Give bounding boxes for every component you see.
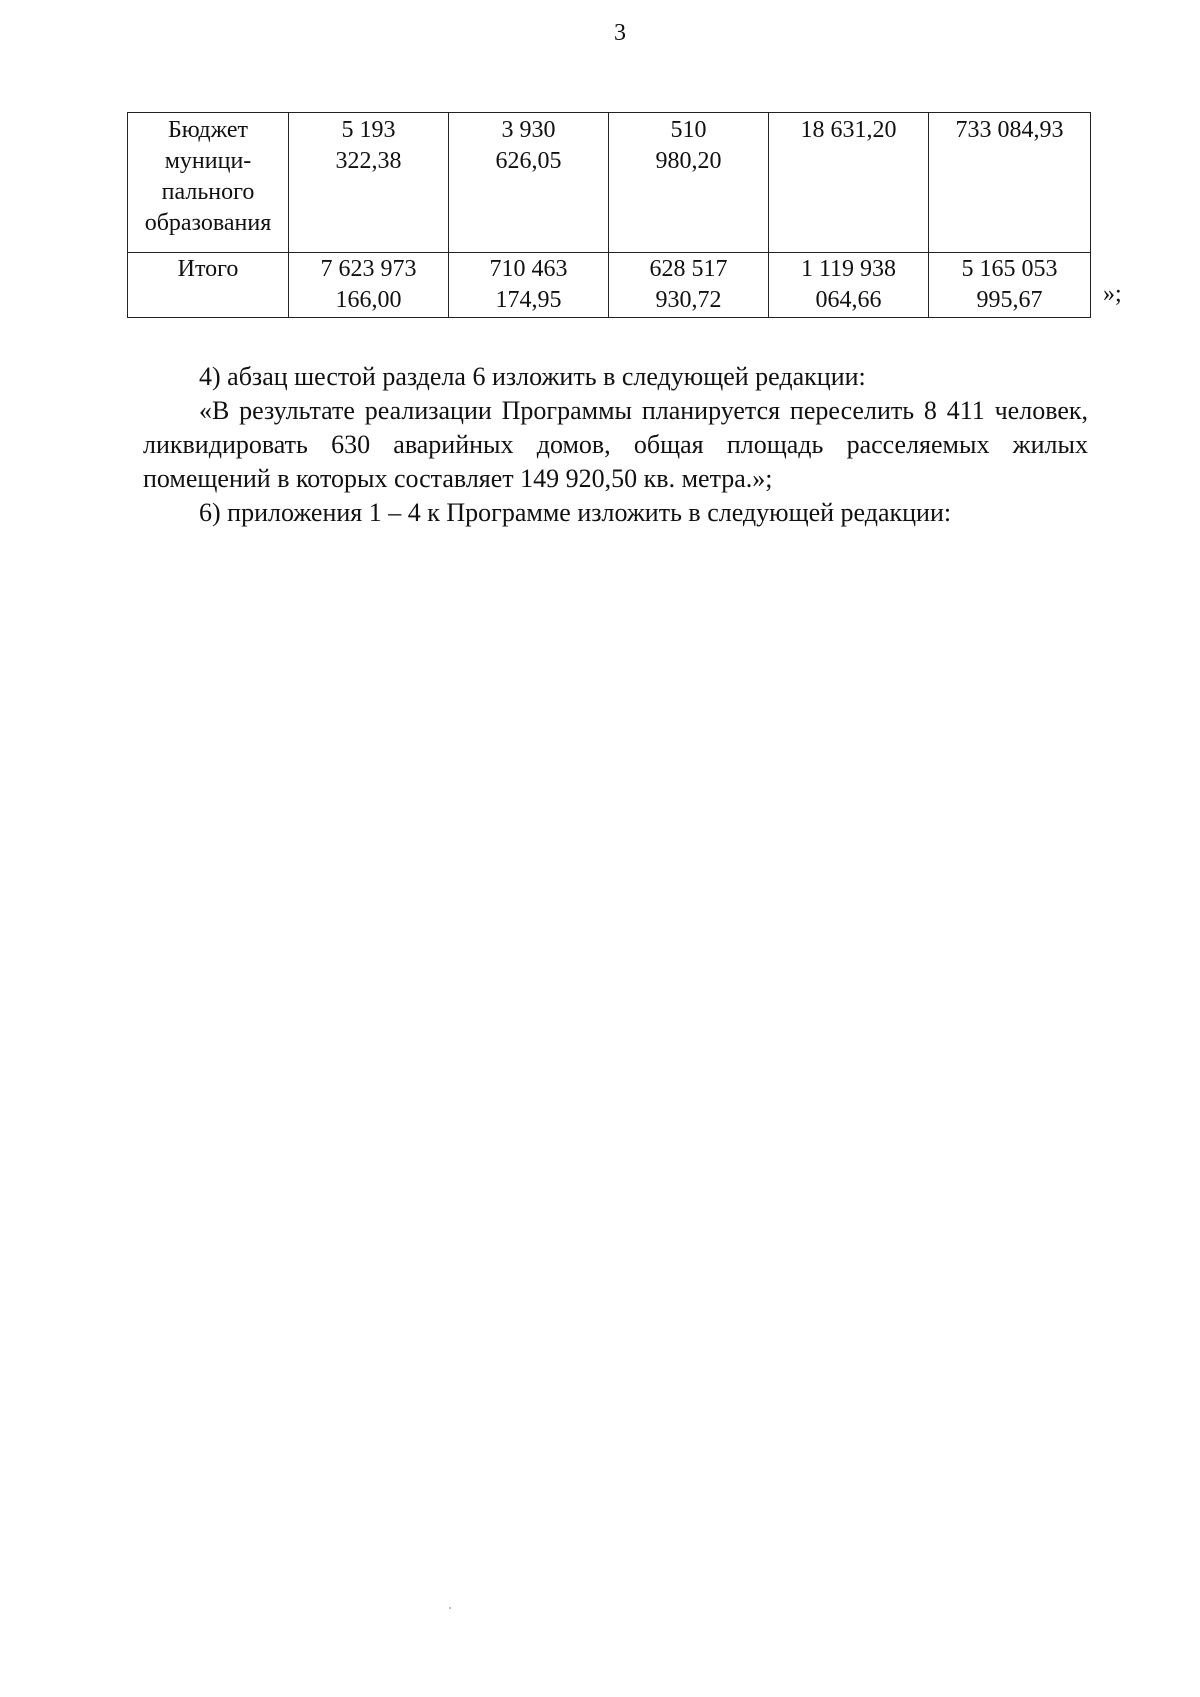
value-line: 166,00 (335, 287, 402, 313)
value-line: 1 119 938 (800, 256, 897, 282)
value-line: 710 463 (489, 256, 568, 282)
value-line: 322,38 (335, 148, 402, 174)
amendment-item-4-quote: «В результате реализации Программы планируется переселить 8 411 человек, ликвидировать 630 аварийных домов, общая площадь расселяемых жилых помещений в которых составляет 149 920,50 кв. метра.»; (143, 396, 1088, 493)
value-cell (449, 113, 609, 253)
budget-table (127, 112, 1091, 318)
value-cell (449, 253, 609, 318)
table-row-total (128, 253, 1091, 318)
table-closing-quote: »; (1103, 281, 1122, 307)
value-line: 626,05 (495, 148, 562, 174)
value-cell (929, 253, 1091, 318)
amendment-item-4: 4) абзац шестой раздела 6 изложить в следующей редакции: (199, 362, 866, 391)
table-row-municipal-budget (128, 113, 1091, 253)
row-label-cell (128, 253, 289, 318)
value-line: 628 517 (649, 256, 728, 282)
value-line: 18 631,20 (800, 117, 897, 143)
row-label-cell (128, 113, 289, 253)
row-label-line: образования (144, 210, 272, 236)
value-cell (929, 113, 1091, 253)
value-line: 5 193 (341, 117, 396, 143)
amendment-item-6: 6) приложения 1 – 4 к Программе изложить в следующей редакции: (199, 498, 952, 527)
row-label-line: муници- (164, 148, 252, 174)
value-line: 510 (670, 117, 707, 143)
value-line: 5 165 053 (961, 256, 1058, 282)
row-label-line: Итого (177, 256, 239, 282)
value-line: 995,67 (976, 287, 1043, 313)
value-line: 064,66 (815, 287, 882, 313)
value-line: 174,95 (495, 287, 562, 313)
value-cell (769, 253, 929, 318)
value-line: 7 623 973 (320, 256, 417, 282)
row-label-line: Бюджет (167, 117, 249, 143)
value-line: 733 084,93 (955, 117, 1064, 143)
value-cell (289, 253, 449, 318)
value-cell (609, 253, 769, 318)
value-line: 980,20 (655, 148, 722, 174)
value-line: 930,72 (655, 287, 722, 313)
scan-speck (449, 1607, 451, 1609)
page-number: 3 (614, 20, 626, 46)
value-cell (289, 113, 449, 253)
row-label-line: пального (161, 179, 255, 205)
value-line: 3 930 (501, 117, 556, 143)
value-cell (609, 113, 769, 253)
value-cell (769, 113, 929, 253)
